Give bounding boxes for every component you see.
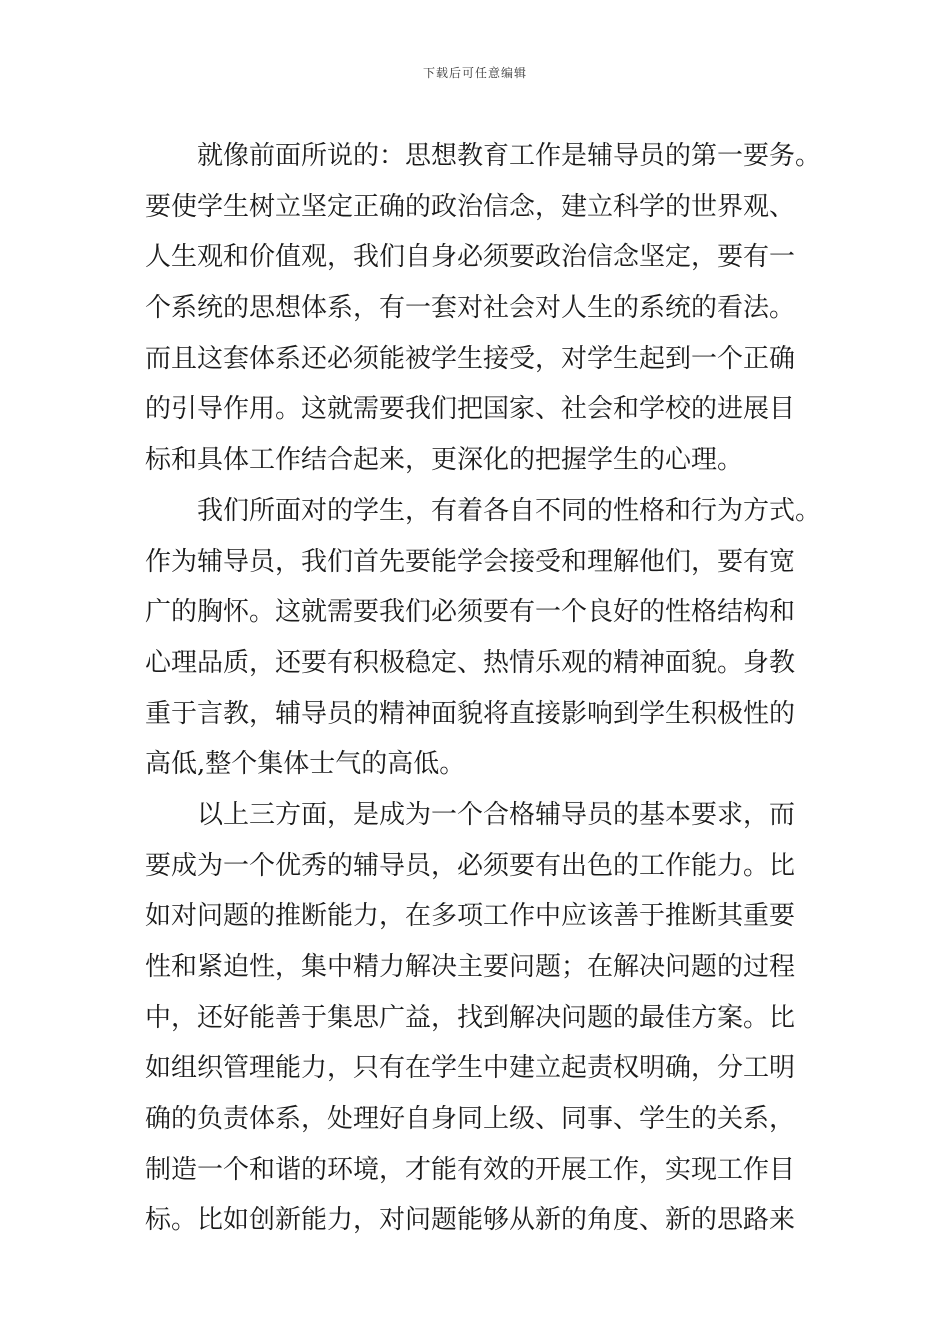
header-note: 下载后可任意编辑 [422, 66, 527, 80]
document-body [145, 131, 822, 1246]
text-line: 个系统的思想体系，有一套对社会对人生的系统的看法。 [145, 293, 796, 324]
text-line: 要使学生树立坚定正确的政治信念，建立科学的世界观、 [145, 191, 796, 222]
text-line: 性和紧迫性，集中精力解决主要问题；在解决问题的过程 [145, 952, 796, 982]
text-line: 重于言教，辅导员的精神面貌将直接影响到学生积极性的 [145, 698, 796, 729]
text-line: 广的胸怀。这就需要我们必须要有一个良好的性格结构和 [145, 597, 796, 628]
text-line: 高低,整个集体士气的高低。 [145, 749, 466, 780]
text-line: 如组织管理能力，只有在学生中建立起责权明确，分工明 [145, 1053, 796, 1084]
text-line: 如对问题的推断能力，在多项工作中应该善于推断其重要 [145, 901, 796, 932]
text-line: 确的负责体系，处理好自身同上级、同事、学生的关系， [145, 1104, 796, 1135]
text-line: 就像前面所说的：思想教育工作是辅导员的第一要务。 [145, 141, 822, 171]
text-line: 制造一个和谐的环境，才能有效的开展工作，实现工作目 [145, 1154, 796, 1185]
text-line: 我们所面对的学生，有着各自不同的性格和行为方式。 [145, 495, 822, 526]
text-line: 心理品质，还要有积极稳定、热情乐观的精神面貌。身教 [145, 647, 796, 678]
paragraph-2 [145, 486, 822, 790]
text-line: 而且这套体系还必须能被学生接受，对学生起到一个正确 [145, 343, 796, 374]
text-line: 要成为一个优秀的辅导员，必须要有出色的工作能力。比 [145, 850, 796, 881]
text-line: 作为辅导员，我们首先要能学会接受和理解他们，要有宽 [145, 546, 796, 577]
text-line: 标和具体工作结合起来，更深化的把握学生的心理。 [145, 445, 744, 476]
text-line: 人生观和价值观，我们自身必须要政治信念坚定，要有一 [145, 242, 796, 273]
text-line: 中，还好能善于集思广益，找到解决问题的最佳方案。比 [145, 1002, 796, 1033]
text-line: 以上三方面，是成为一个合格辅导员的基本要求，而 [145, 799, 796, 830]
text-line: 的引导作用。这就需要我们把国家、社会和学校的进展目 [145, 394, 796, 425]
paragraph-3 [145, 790, 813, 1246]
text-line: 标。比如创新能力，对问题能够从新的角度、新的思路来 [145, 1205, 796, 1236]
paragraph-1 [145, 131, 822, 486]
